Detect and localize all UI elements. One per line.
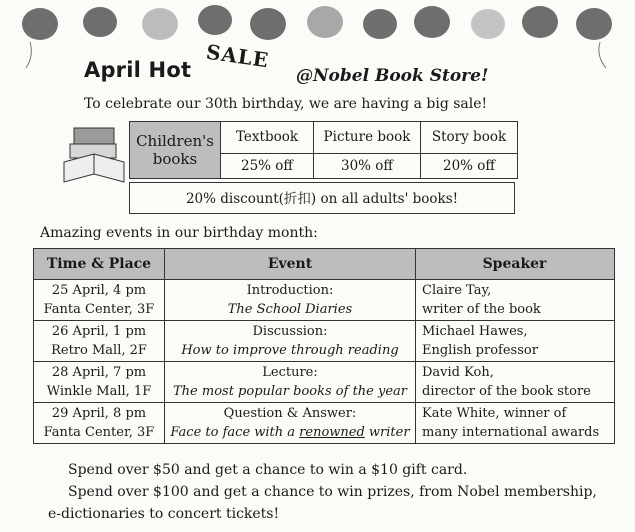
column-time-place: Time & Place bbox=[34, 249, 165, 280]
event-cell bbox=[165, 362, 416, 403]
event-type: Question & Answer: bbox=[223, 406, 357, 421]
event-time: 28 April, 7 pm bbox=[51, 365, 147, 380]
discount-table bbox=[129, 121, 518, 179]
time-place-cell bbox=[34, 280, 165, 321]
events-intro: Amazing events in our birthday month: bbox=[40, 225, 318, 241]
event-cell bbox=[165, 321, 416, 362]
time-place-cell bbox=[34, 403, 165, 444]
footer-line-1: Spend over $50 and get a chance to win a $10 gift card. bbox=[68, 462, 468, 478]
table-row bbox=[34, 403, 615, 444]
speaker-cell bbox=[416, 362, 615, 403]
value-textbook: 25% off bbox=[221, 153, 314, 178]
time-place-cell bbox=[34, 362, 165, 403]
category-cell bbox=[130, 122, 221, 179]
time-place-cell bbox=[34, 321, 165, 362]
speaker-role: English professor bbox=[422, 343, 538, 358]
header-picture-book: Picture book bbox=[314, 122, 421, 154]
event-title: The School Diaries bbox=[227, 302, 353, 317]
event-type: Lecture: bbox=[262, 365, 318, 380]
event-title-underlined: renowned bbox=[299, 425, 365, 440]
subtitle: To celebrate our 30th birthday, we are having a big sale! bbox=[84, 96, 488, 112]
event-title bbox=[170, 425, 409, 440]
speaker-cell bbox=[416, 403, 615, 444]
event-time: 25 April, 4 pm bbox=[51, 283, 147, 298]
speaker-name: Kate White, winner of bbox=[422, 406, 567, 421]
speaker-name: Michael Hawes, bbox=[422, 324, 528, 339]
speaker-role: director of the book store bbox=[422, 384, 591, 399]
events-table bbox=[33, 248, 615, 444]
event-cell bbox=[165, 280, 416, 321]
event-place: Fanta Center, 3F bbox=[43, 425, 155, 440]
event-time: 29 April, 8 pm bbox=[51, 406, 147, 421]
speaker-name: David Koh, bbox=[422, 365, 494, 380]
event-title: How to improve through reading bbox=[181, 343, 399, 358]
value-picture-book: 30% off bbox=[314, 153, 421, 178]
event-title-part: writer bbox=[364, 425, 410, 440]
books-icon bbox=[62, 122, 128, 192]
event-title: The most popular books of the year bbox=[173, 384, 407, 399]
event-title-part: Face to face with a bbox=[170, 425, 300, 440]
adult-discount-note: 20% discount(折扣) on all adults' books! bbox=[129, 182, 515, 214]
column-speaker: Speaker bbox=[416, 249, 615, 280]
speaker-name: Claire Tay, bbox=[422, 283, 492, 298]
column-event: Event bbox=[165, 249, 416, 280]
footer-line-2: Spend over $100 and get a chance to win prizes, from Nobel membership, bbox=[68, 484, 597, 500]
store-name: @Nobel Book Store! bbox=[296, 66, 489, 86]
category-line-1: Children's bbox=[136, 132, 214, 150]
poster-title: April Hot bbox=[84, 58, 192, 82]
table-row bbox=[34, 321, 615, 362]
header-textbook: Textbook bbox=[221, 122, 314, 154]
table-row bbox=[34, 362, 615, 403]
category-line-2: books bbox=[152, 150, 198, 168]
speaker-role: many international awards bbox=[422, 425, 600, 440]
event-type: Introduction: bbox=[246, 283, 334, 298]
value-story-book: 20% off bbox=[421, 153, 518, 178]
event-cell bbox=[165, 403, 416, 444]
speaker-role: writer of the book bbox=[422, 302, 541, 317]
table-row bbox=[34, 280, 615, 321]
event-type: Discussion: bbox=[252, 324, 328, 339]
footer-line-3: e-dictionaries to concert tickets! bbox=[48, 506, 280, 522]
header-story-book: Story book bbox=[421, 122, 518, 154]
sale-label: SALE bbox=[204, 39, 271, 73]
speaker-cell bbox=[416, 280, 615, 321]
event-place: Winkle Mall, 1F bbox=[46, 384, 152, 399]
event-place: Retro Mall, 2F bbox=[51, 343, 147, 358]
event-time: 26 April, 1 pm bbox=[51, 324, 147, 339]
event-place: Fanta Center, 3F bbox=[43, 302, 155, 317]
speaker-cell bbox=[416, 321, 615, 362]
